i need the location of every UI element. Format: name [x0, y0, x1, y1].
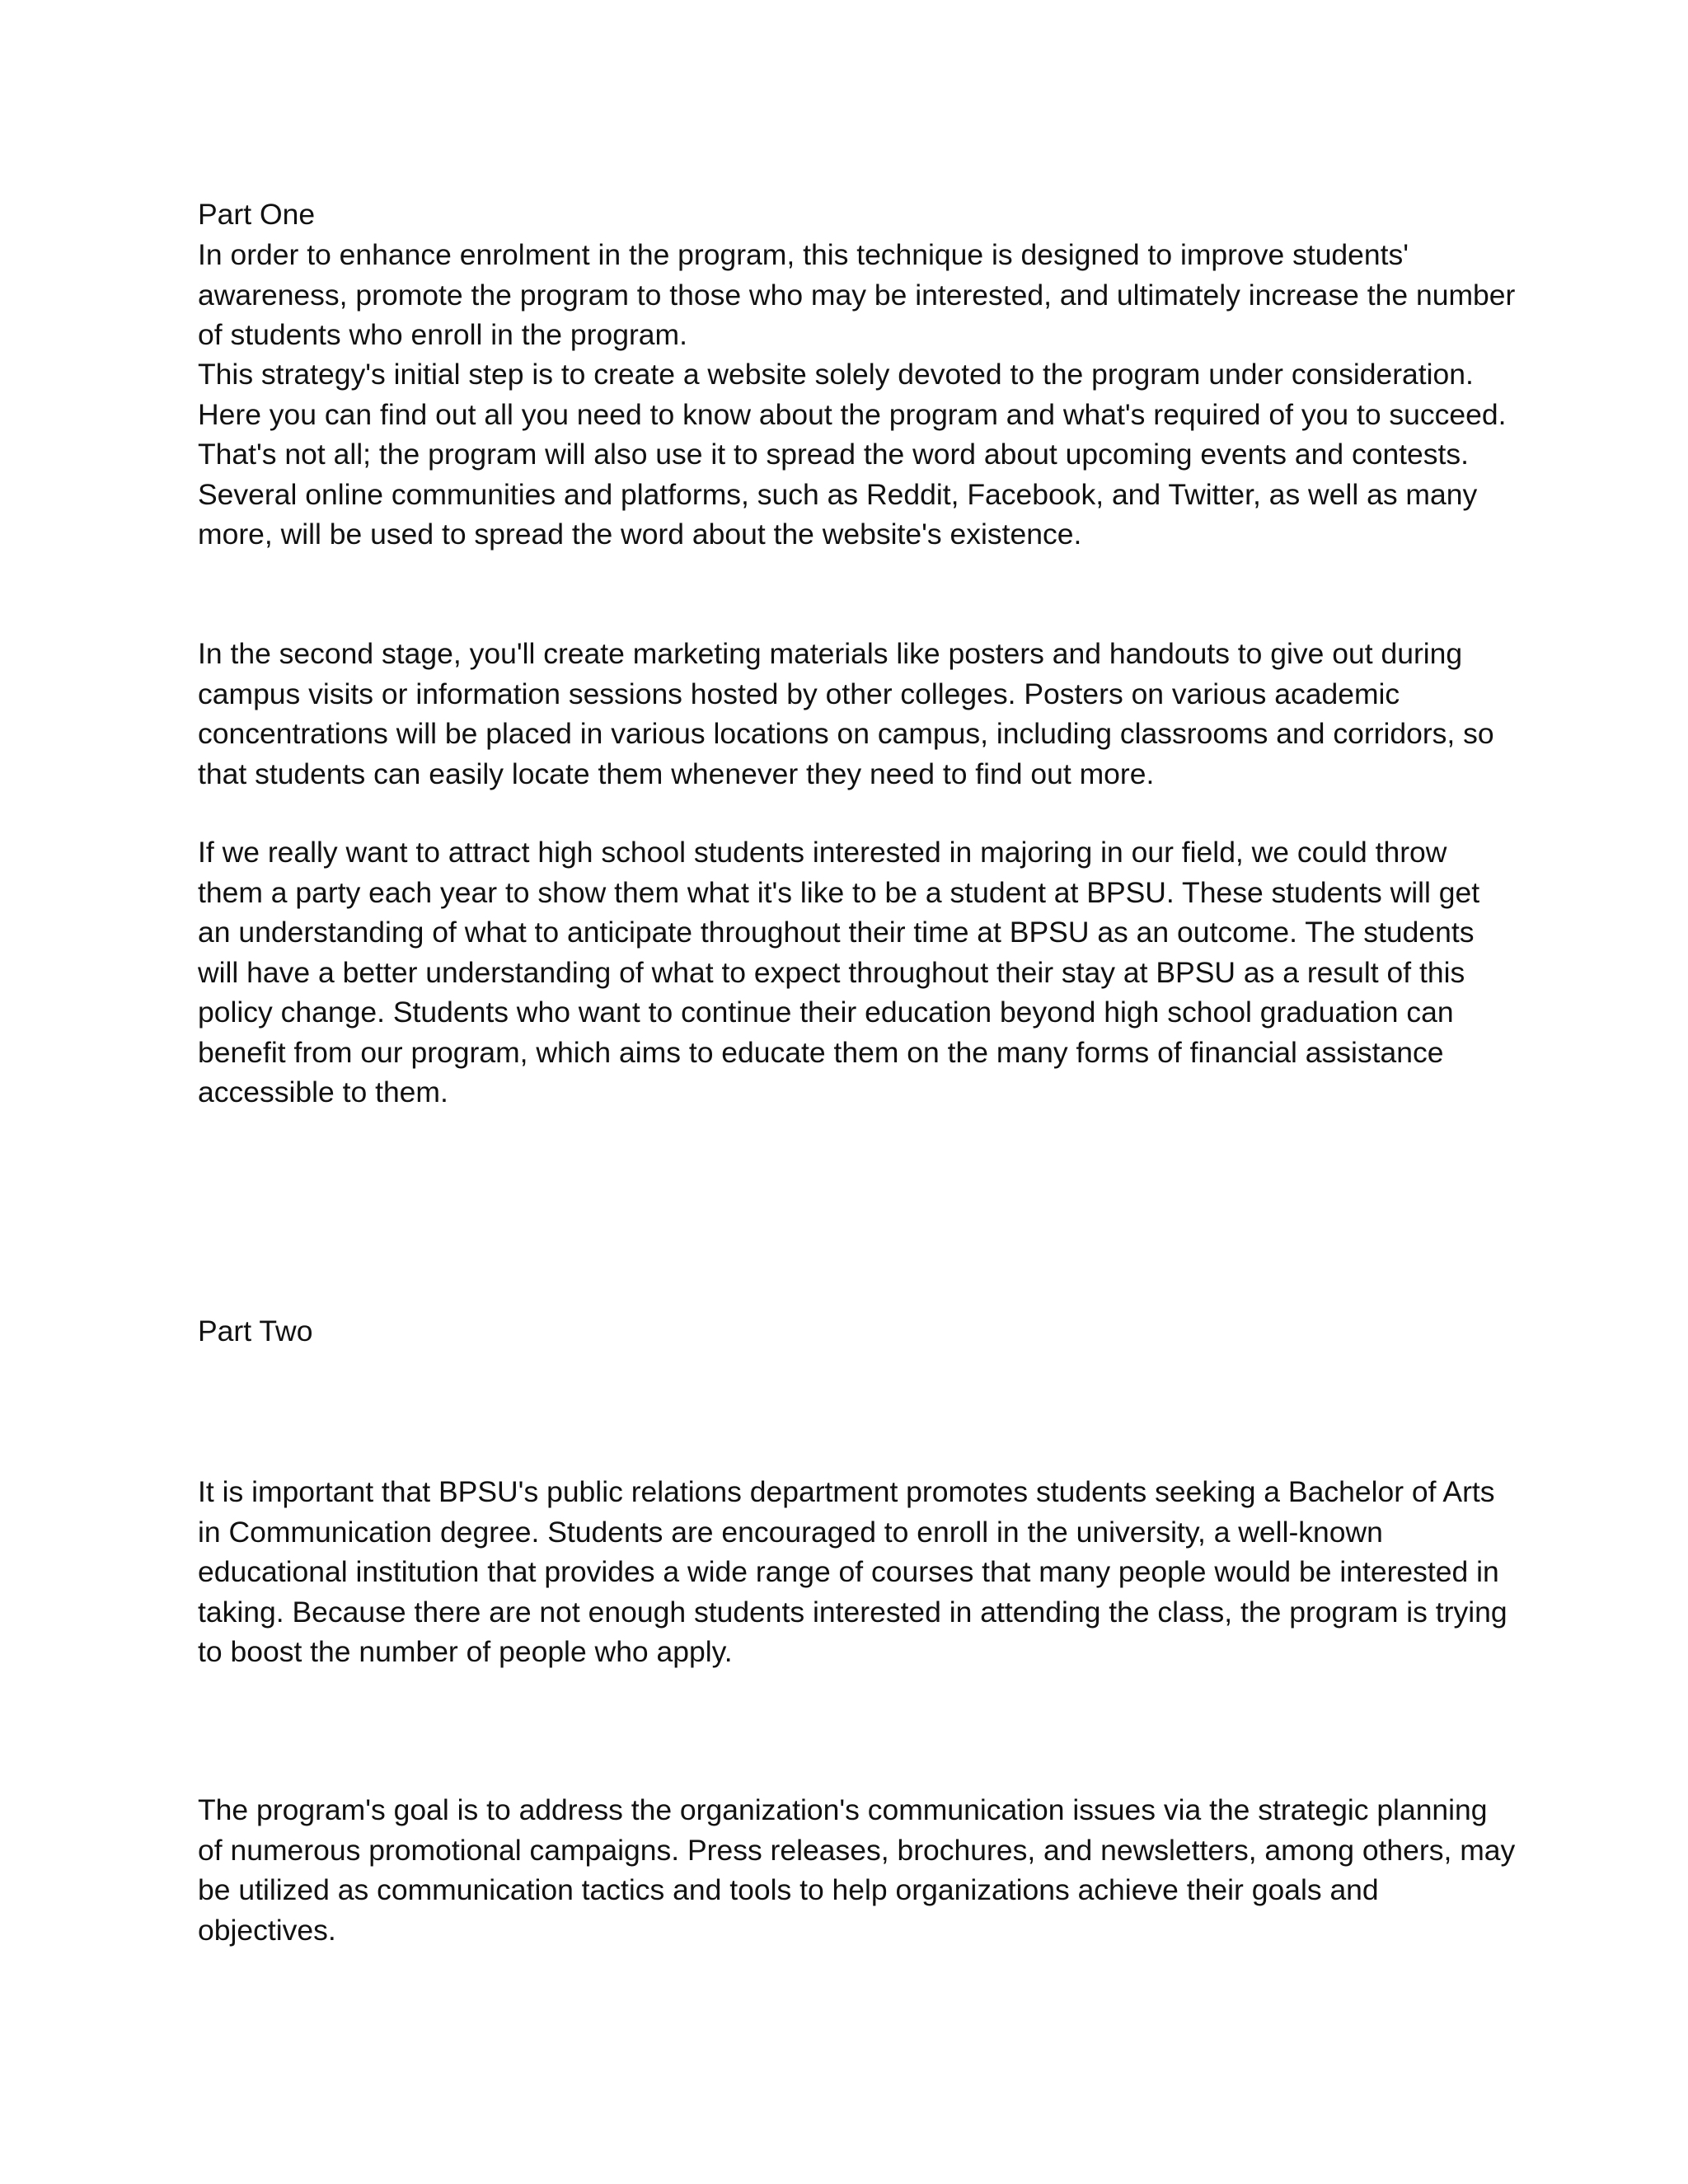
part-one-heading: Part One [198, 198, 316, 231]
part-one-paragraph-4: If we really want to attract high school students interested in majoring in our field, we could throw them a party each year to show them what it's like to be a student at BPSU. These students will get an understanding of what to anticipate throughout their time at BPSU as an outcome. The students will have a better understanding of what to expect throughout their stay at BPSU as a result of this policy change. Students who want to continue their education beyond high school graduation can benefit from our program, which aims to educate them on the many forms of financial assistance accessible to them. [198, 836, 1480, 1108]
part-one-paragraph-1: In order to enhance enrolment in the program, this technique is designed to improve students' awareness, promote the program to those who may be interested, and ultimately increase the number of students who enroll in the program. [198, 238, 1516, 351]
part-two-paragraph-1: It is important that BPSU's public relations department promotes students seeking a Bachelor of Arts in Communication degree. Students are encouraged to enroll in the university, a well-known educational institution that provides a wide range of courses that many people would be interested in taking. Because there are not enough students interested in attending the class, the program is trying to boost the number of people who apply. [198, 1475, 1507, 1668]
part-one-paragraph-2: This strategy's initial step is to create a website solely devoted to the program under consideration. Here you can find out all you need to know about the program and what's required of you to succeed. That's not all; the program will also use it to spread the word about upcoming events and contests. Several online communities and platforms, such as Reddit, Facebook, and Twitter, as well as many more, will be used to spread the word about the website's existence. [198, 358, 1507, 551]
part-two-heading: Part Two [198, 1315, 313, 1347]
part-one-paragraph-3: In the second stage, you'll create marketing materials like posters and handouts to give out during campus visits or information sessions hosted by other colleges. Posters on various academic concentrations will be placed in various locations on campus, including classrooms and corridors, so that students can easily locate them whenever they need to find out more. [198, 637, 1494, 790]
part-two-paragraph-2: The program's goal is to address the organization's communication issues via the strategic planning of numerous promotional campaigns. Press releases, brochures, and newsletters, among others, may be utilized as communication tactics and tools to help organizations achieve their goals and objectives. [198, 1793, 1516, 1947]
